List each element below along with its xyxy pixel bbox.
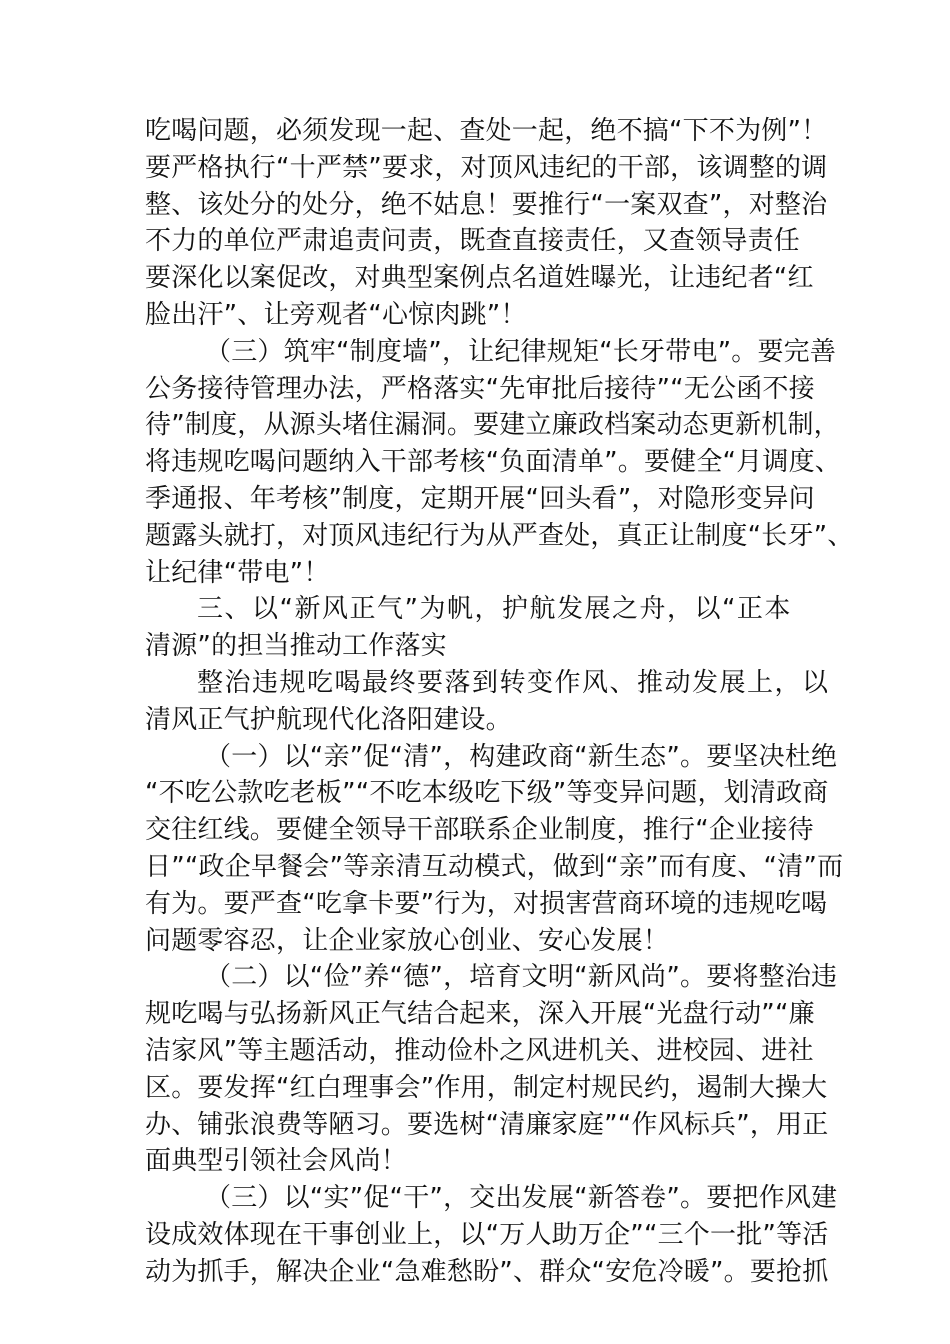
text-line: 动为抓手，解决企业“急难愁盼”、群众“安危冷暖”。要抢抓 [145,1256,829,1287]
text-line: 日”“政企早餐会”等亲清互动模式，做到“亲”而有度、“清”而 [145,851,844,882]
text-line: 清风正气护航现代化洛阳建设。 [145,704,512,735]
subsection-start-line: （三）筑牢“制度墙”，让纪律规矩“长牙带电”。要完善 [205,336,837,367]
text-line: 面典型引领社会风尚！ [145,1146,408,1177]
text-line: 设成效体现在干事创业上，以“万人助万企”“三个一批”等活 [145,1219,829,1250]
text-line: 题露头就打，对顶风违纪行为从严查处，真正让制度“长牙”、 [145,520,854,551]
text-line: 办、铺张浪费等陋习。要选树“清廉家庭”“作风标兵”，用正 [145,1109,829,1140]
text-line: “不吃公款吃老板”“不吃本级吃下级”等变异问题，划清政商 [145,778,829,809]
text-line: 不力的单位严肃追责问责，既查直接责任，又查领导责任 [145,226,801,257]
text-line: 要严格执行“十严禁”要求，对顶风违纪的干部，该调整的调 [145,152,828,183]
subsection-start-line: （二）以“俭”养“德”，培育文明“新风尚”。要将整治违 [205,962,838,993]
text-line: 季通报、年考核”制度，定期开展“回头看”，对隐形变异问 [145,483,815,514]
text-line: 洁家风”等主题活动，推动俭朴之风进机关、进校园、进社 [145,1035,814,1066]
text-line: 规吃喝与弘扬新风正气结合起来，深入开展“光盘行动”“廉 [145,999,815,1030]
text-line: 吃喝问题，必须发现一起、查处一起，绝不搞“下不为例”！ [145,116,828,146]
text-line: 有为。要严查“吃拿卡要”行为，对损害营商环境的违规吃喝 [145,888,828,919]
text-line: 脸出汗”、让旁观者“心惊肉跳”！ [145,299,527,330]
document-body [145,113,854,1291]
section-heading-line: 清源”的担当推动工作落实 [145,631,447,662]
text-line: 要深化以案促改，对典型案例点名道姓曝光，让违纪者“红 [145,263,814,294]
text-line: 问题零容忍，让企业家放心创业、安心发展！ [145,925,670,956]
text-line: 整、该处分的处分，绝不姑息！要推行“一案双查”，对整治 [145,189,828,220]
subsection-start-line: （一）以“亲”促“清”，构建政商“新生态”。要坚决杜绝 [205,741,838,772]
text-line: 区。要发挥“红白理事会”作用，制定村规民约，遏制大操大 [145,1072,828,1103]
section-heading-line: 三、以“新风正气”为帆，护航发展之舟，以“正本 [197,594,792,625]
text-line: 公务接待管理办法，严格落实“先审批后接待”“无公函不接 [145,373,815,404]
subsection-start-line: （三）以“实”促“干”，交出发展“新答卷”。要把作风建 [205,1183,838,1214]
text-line: 交往红线。要健全领导干部联系企业制度，推行“企业接待 [145,815,814,846]
text-line: 让纪律“带电”！ [145,557,330,588]
text-line: 待”制度，从源头堵住漏洞。要建立廉政档案动态更新机制， [145,410,840,441]
text-line: 将违规吃喝问题纳入干部考核“负面清单”。要健全“月调度、 [145,447,842,478]
paragraph-start-line: 整治违规吃喝最终要落到转变作风、推动发展上，以 [197,667,830,698]
